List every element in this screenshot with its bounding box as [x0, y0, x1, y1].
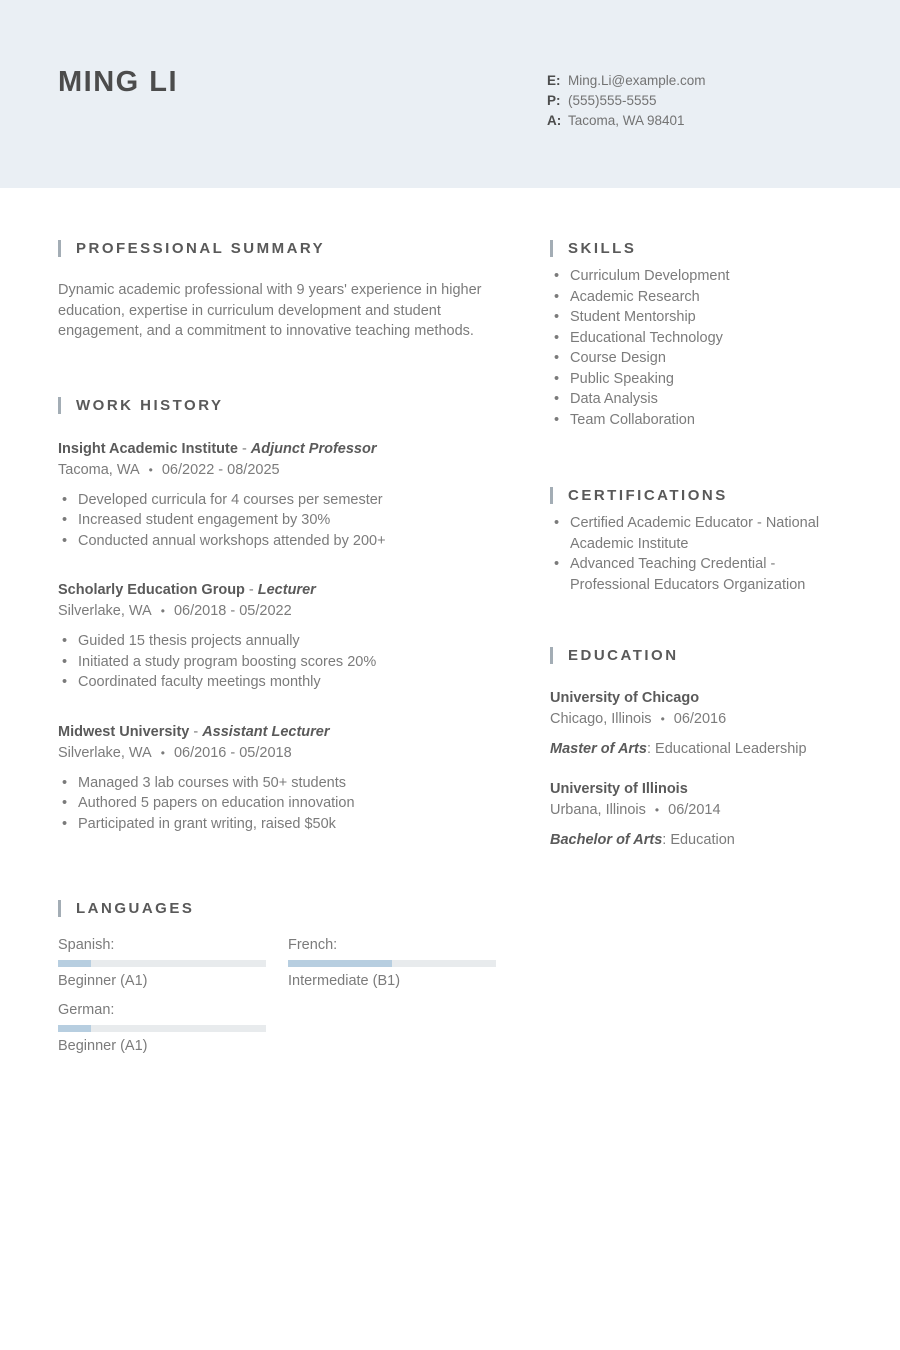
school-location: Chicago, Illinois: [550, 711, 652, 727]
contact-address-row: [547, 111, 706, 131]
section-bar-icon: [550, 647, 553, 664]
candidate-name: MING LI: [58, 66, 179, 98]
section-title-text: CERTIFICATIONS: [568, 487, 728, 504]
job-bullet: • Conducted annual workshops attended by 200+: [58, 531, 493, 552]
address-label: A:: [547, 113, 562, 128]
degree-field: Education: [666, 832, 735, 848]
education-entry: [550, 779, 846, 851]
school-meta: [550, 800, 846, 821]
certification-item: • Advanced Teaching Credential - Professional Educators Organization: [550, 554, 846, 595]
header: [0, 0, 900, 188]
section-bar-icon: [550, 240, 553, 257]
school-name: University of Chicago: [550, 690, 700, 706]
colon-separator: :: [662, 832, 667, 848]
job-bullet: • Initiated a study program boosting scores 20%: [58, 652, 493, 673]
job-heading: [58, 722, 493, 743]
dash-separator: -: [248, 582, 254, 598]
section-title-education: [550, 647, 846, 664]
job-bullet: • Increased student engagement by 30%: [58, 510, 493, 531]
section-title-text: PROFESSIONAL SUMMARY: [76, 240, 326, 257]
section-bar-icon: [58, 900, 61, 917]
right-column: [550, 240, 846, 1054]
certification-item: • Certified Academic Educator - National Academic Institute: [550, 513, 846, 554]
skill-item: • Team Collaboration: [550, 410, 846, 431]
job-role: Adjunct Professor: [250, 440, 377, 457]
dot-separator: •: [160, 745, 165, 760]
job-bullet: • Guided 15 thesis projects annually: [58, 631, 493, 652]
section-title-text: LANGUAGES: [76, 900, 195, 917]
job-entry: [58, 722, 493, 835]
section-title-text: SKILLS: [568, 240, 637, 257]
dot-separator: •: [160, 604, 165, 618]
certifications-list: [550, 513, 846, 595]
job-dates: 06/2022 - 08/2025: [161, 461, 280, 478]
skill-item: • Data Analysis: [550, 389, 846, 410]
job-company: Insight Academic Institute: [58, 440, 238, 457]
job-role: Assistant Lecturer: [202, 723, 330, 740]
job-bullet: • Coordinated faculty meetings monthly: [58, 672, 493, 693]
job-entry: [58, 439, 493, 552]
language-progress-track: [58, 1025, 266, 1032]
email-label: E:: [547, 73, 561, 88]
degree-line: [550, 830, 846, 851]
job-meta: [58, 601, 493, 622]
school-location: Urbana, Illinois: [550, 802, 646, 818]
degree-name: Bachelor of Arts: [550, 832, 663, 848]
language-progress-track: [288, 960, 496, 967]
left-column: [58, 240, 493, 1054]
job-meta: [58, 743, 493, 764]
colon-separator: :: [646, 741, 651, 757]
job-bullet: • Participated in grant writing, raised $50k: [58, 814, 493, 835]
languages-grid: [58, 937, 493, 1054]
section-title-certifications: [550, 487, 846, 504]
language-name: French:: [288, 937, 338, 953]
dash-separator: -: [241, 440, 247, 457]
section-bar-icon: [58, 397, 61, 414]
skill-item: • Public Speaking: [550, 369, 846, 390]
language-level: Beginner (A1): [58, 973, 148, 989]
school-date: 06/2016: [673, 711, 727, 727]
job-bullet: • Authored 5 papers on education innovation: [58, 793, 493, 814]
phone-value: (555)555-5555: [568, 93, 657, 108]
job-bullet: • Managed 3 lab courses with 50+ students: [58, 773, 493, 794]
job-dates: 06/2018 - 05/2022: [173, 603, 292, 619]
degree-line: [550, 739, 846, 760]
degree-field: Educational Leadership: [651, 741, 807, 757]
section-title-skills: [550, 240, 846, 257]
school-date: 06/2014: [668, 802, 721, 818]
education-entry: [550, 688, 846, 760]
contact-block: [547, 71, 706, 131]
job-bullet-list: [58, 773, 493, 835]
phone-label: P:: [547, 93, 561, 108]
job-company: Midwest University: [58, 723, 190, 740]
job-entry: [58, 580, 493, 693]
job-meta: [58, 460, 493, 481]
contact-email-row: [547, 71, 706, 91]
section-title-text: EDUCATION: [568, 647, 679, 664]
skills-list: [550, 266, 846, 430]
language-item: [58, 1002, 266, 1054]
address-value: Tacoma, WA 98401: [568, 113, 685, 128]
language-progress-track: [58, 960, 266, 967]
school-meta: [550, 709, 846, 730]
job-company: Scholarly Education Group: [58, 582, 245, 598]
language-progress-fill: [58, 1025, 91, 1032]
job-dates: 06/2016 - 05/2018: [173, 744, 292, 761]
language-name: Spanish:: [58, 937, 115, 953]
school-name: University of Illinois: [550, 781, 688, 797]
dot-separator: •: [660, 712, 665, 726]
skill-item: • Student Mentorship: [550, 307, 846, 328]
contact-phone-row: [547, 91, 706, 111]
dash-separator: -: [193, 723, 199, 740]
job-location: Silverlake, WA: [58, 603, 152, 619]
section-title-professional-summary: [58, 240, 493, 257]
skill-item: • Academic Research: [550, 287, 846, 308]
job-heading: [58, 580, 493, 601]
job-bullet: • Developed curricula for 4 courses per semester: [58, 490, 493, 511]
job-location: Tacoma, WA: [58, 461, 140, 478]
skill-item: • Educational Technology: [550, 328, 846, 349]
language-level: Intermediate (B1): [288, 973, 401, 989]
language-progress-fill: [288, 960, 392, 967]
language-item: [288, 937, 496, 989]
section-title-work-history: [58, 397, 493, 414]
job-bullet-list: [58, 490, 493, 552]
section-title-text: WORK HISTORY: [76, 396, 224, 414]
skill-item: • Course Design: [550, 348, 846, 369]
summary-text: Dynamic academic professional with 9 years' experience in higher education, expertise in curriculum development and student engagement, and a commitment to innovative teaching methods.: [58, 282, 482, 339]
skill-item: • Curriculum Development: [550, 266, 846, 287]
dot-separator: •: [654, 803, 660, 817]
dot-separator: •: [148, 462, 153, 477]
section-bar-icon: [58, 240, 61, 257]
degree-name: Master of Arts: [550, 741, 647, 757]
section-title-languages: [58, 900, 493, 917]
language-name: German:: [58, 1002, 115, 1018]
job-heading: [58, 439, 493, 460]
language-item: [58, 937, 266, 989]
language-level: Beginner (A1): [58, 1038, 148, 1054]
email-value: Ming.Li@example.com: [568, 73, 706, 88]
resume-body: [0, 188, 900, 1054]
job-location: Silverlake, WA: [58, 744, 152, 761]
job-bullet-list: [58, 631, 493, 693]
language-progress-fill: [58, 960, 91, 967]
section-bar-icon: [550, 487, 553, 504]
job-role: Lecturer: [257, 582, 316, 598]
